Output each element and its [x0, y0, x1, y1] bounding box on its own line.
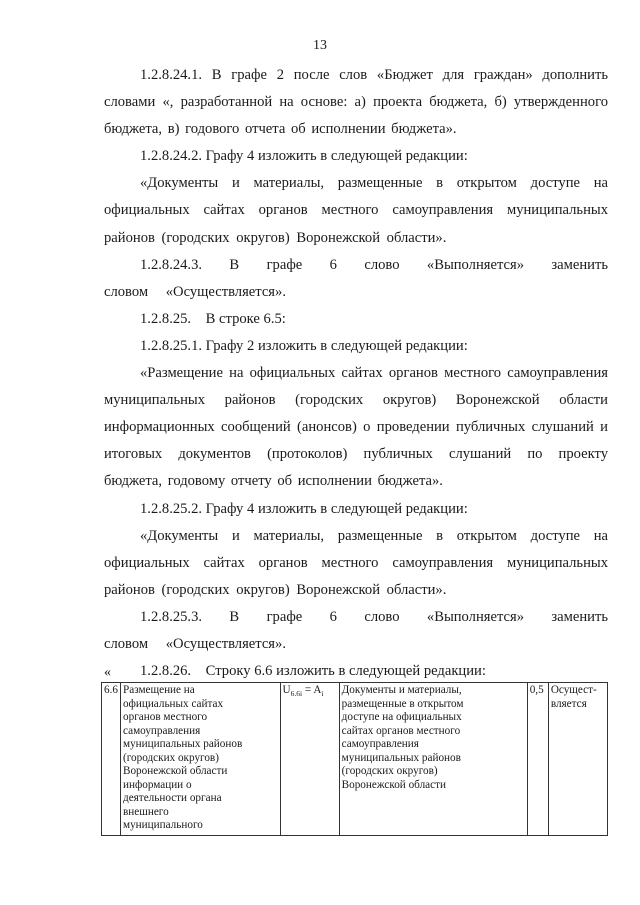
formula-rhs-subscript: i — [321, 689, 324, 699]
amendment-table — [101, 682, 608, 836]
status-line: вляется — [550, 697, 587, 710]
formula-lhs-subscript: 6.6i — [290, 689, 303, 699]
docs-line: размещенные в открытом — [341, 697, 464, 710]
indicator-name-cell — [121, 683, 281, 836]
paragraph-1-2-8-25-3: 1.2.8.25.3. В графе 6 слово «Выполняется» заменить словом «Осуществляется». — [104, 608, 608, 652]
status-line: Осущест- — [550, 684, 597, 696]
name-line: деятельности органа — [123, 792, 222, 804]
paragraph-1-2-8-24-1: 1.2.8.24.1. В графе 2 после слов «Бюджет для граждан» дополнить словами «, разработанной на основе: а) проекта бюджета, б) утвержденного бюджета, в) годового отчета об исполнении бюджета». — [104, 67, 608, 138]
docs-line: самоуправления — [341, 738, 419, 750]
name-line: органов местного — [123, 711, 208, 723]
formula-rhs: A — [313, 684, 322, 696]
formula-cell: $U_{6.6i} = A_i$ — [280, 683, 339, 836]
page-number: 13 — [313, 38, 327, 53]
table-opening-quote: « — [104, 665, 111, 680]
name-line: внешнего — [123, 805, 169, 818]
docs-line: Документы и материалы, — [341, 684, 462, 696]
docs-line: муниципальных районов — [341, 751, 461, 764]
table-row — [102, 683, 608, 836]
paragraph-1-2-8-26: 1.2.8.26. Строку 6.6 изложить в следующей редакции: — [140, 663, 486, 680]
paragraph-quote-documents-1: «Документы и материалы, размещенные в открытом доступе на официальных сайтах органов местного самоуправления муниципальных районов (городских округов) Воронежской области». — [104, 175, 608, 246]
formula-lhs: U — [282, 684, 291, 696]
docs-line: (городских округов) — [341, 765, 438, 777]
paragraph-1-2-8-25-2: 1.2.8.25.2. Графу 4 изложить в следующей редакции: — [140, 500, 468, 517]
row-number-cell: 6.6 — [102, 683, 121, 836]
name-line: самоуправления — [123, 724, 201, 737]
name-line: (городских округов) — [123, 751, 219, 764]
name-line: муниципальных районов — [123, 738, 243, 750]
amendment-text — [104, 62, 608, 685]
name-line: муниципального — [123, 819, 203, 831]
source-documents-cell — [339, 683, 527, 836]
docs-line: Воронежской области — [341, 778, 446, 791]
name-line: официальных сайтах — [123, 697, 224, 710]
name-line: Воронежской области — [123, 765, 228, 777]
docs-line: доступе на официальных — [341, 711, 462, 723]
paragraph-1-2-8-25-1: 1.2.8.25.1. Графу 2 изложить в следующей редакции: — [140, 337, 468, 354]
paragraph-quote-documents-2: «Документы и материалы, размещенные в открытом доступе на официальных сайтах органов местного самоуправления муниципальных районов (городских округов) Воронежской области». — [104, 527, 608, 598]
weight-cell: 0,5 — [527, 683, 548, 836]
paragraph-1-2-8-24-3: 1.2.8.24.3. В графе 6 слово «Выполняется» заменить словом «Осуществляется». — [104, 256, 608, 300]
status-cell — [548, 683, 607, 836]
paragraph-1-2-8-25: 1.2.8.25. В строке 6.5: — [140, 310, 286, 327]
paragraph-quote-placement: «Размещение на официальных сайтах органов местного самоуправления муниципальных районов (городских округов) Воронежской области информационных сообщений (анонсов) о проведении публичных слушаний и итоговых документов (протоколов) публичных слушаний по проекту бюджета, годовому отчету об исполнении бюджета». — [104, 365, 608, 490]
paragraph-1-2-8-24-2: 1.2.8.24.2. Графу 4 изложить в следующей редакции: — [140, 148, 468, 165]
name-line: информации о — [123, 778, 192, 791]
name-line: Размещение на — [123, 684, 195, 696]
docs-line: сайтах органов местного — [341, 724, 461, 737]
